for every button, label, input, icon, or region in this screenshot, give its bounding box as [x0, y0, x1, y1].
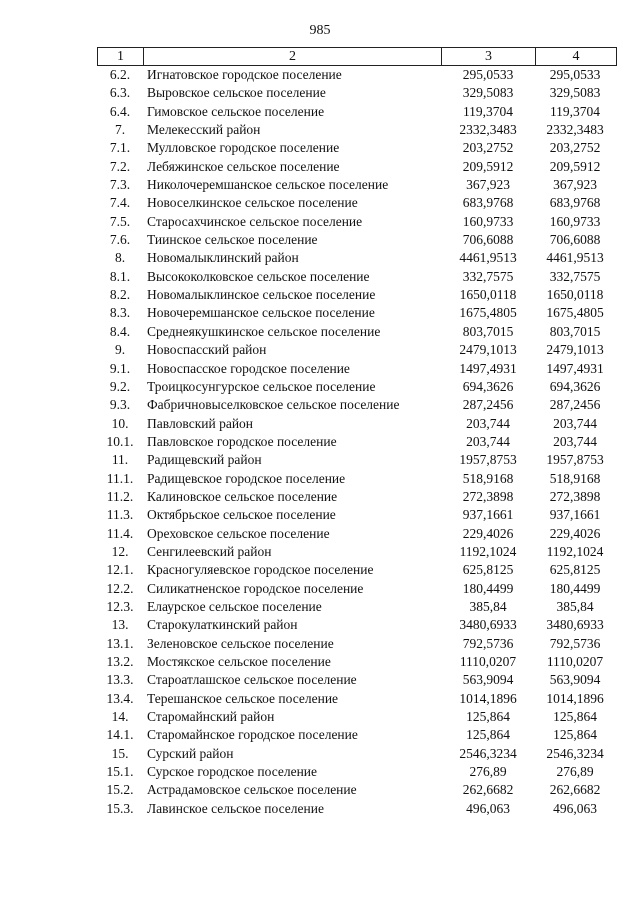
row-number: 11.4.: [106, 525, 134, 541]
row-value-3: 203,744: [466, 415, 510, 431]
row-name: Мулловское городское поселение: [147, 140, 340, 156]
row-value-4: 1497,4931: [546, 360, 604, 376]
table-header: [97, 47, 617, 66]
row-number: 7.4.: [109, 195, 131, 211]
row-name: Мелекесский район: [147, 122, 261, 138]
row-number: 6.3.: [109, 85, 131, 101]
row-number: 12.: [111, 543, 129, 559]
row-name: Зеленовское сельское поселение: [147, 635, 334, 651]
row-name: Ореховское сельское поселение: [147, 525, 330, 541]
row-number: 7.6.: [109, 232, 131, 248]
row-value-4: 3480,6933: [546, 617, 604, 633]
row-number: 9.3.: [109, 397, 131, 413]
table-row: [97, 341, 617, 359]
row-number: 12.3.: [106, 598, 134, 614]
row-number: 14.1.: [106, 727, 134, 743]
table-row: [97, 433, 617, 451]
row-name: Староатлашское сельское поселение: [147, 672, 357, 688]
row-number: 13.2.: [106, 654, 134, 669]
row-name: Старосахчинское сельское поселение: [147, 213, 363, 229]
row-name: Среднеякушкинское сельское поселение: [147, 323, 381, 339]
row-value-3: 1192,1024: [459, 543, 517, 559]
row-name: Елаурское сельское поселение: [147, 598, 322, 614]
table-row: [97, 543, 617, 561]
row-value-4: 706,6088: [549, 232, 601, 248]
row-value-3: 496,063: [466, 800, 510, 816]
row-value-3: 937,1661: [462, 507, 514, 523]
row-number: 12.1.: [106, 562, 134, 578]
table-row: [97, 103, 617, 121]
row-value-3: 119,3704: [462, 103, 514, 119]
row-value-3: 706,6088: [462, 232, 514, 248]
row-value-4: 209,5912: [549, 158, 601, 174]
row-number: 15.: [111, 745, 129, 761]
row-name: Лавинское сельское поселение: [147, 800, 324, 816]
row-value-3: 2546,3234: [459, 745, 517, 761]
row-value-4: 125,864: [553, 727, 597, 743]
row-value-3: 385,84: [469, 598, 507, 614]
row-value-4: 683,9768: [549, 195, 601, 211]
table-body: [97, 66, 617, 818]
row-value-4: 295,0533: [549, 67, 601, 82]
row-value-3: 4461,9513: [459, 250, 517, 266]
table-row: [97, 213, 617, 231]
row-value-4: 694,3626: [549, 378, 601, 394]
row-value-4: 1675,4805: [546, 305, 604, 321]
row-value-4: 180,4499: [549, 580, 601, 596]
row-value-4: 937,1661: [549, 507, 601, 523]
row-value-4: 4461,9513: [546, 250, 604, 266]
row-value-4: 125,864: [553, 709, 597, 725]
table-row: [97, 249, 617, 267]
row-number: 13.1.: [106, 635, 134, 651]
row-number: 15.3.: [106, 800, 134, 816]
row-value-4: 803,7015: [549, 323, 601, 339]
row-name: Высококолковское сельское поселение: [147, 268, 370, 284]
row-value-3: 295,0533: [462, 67, 514, 82]
table-row: [97, 525, 617, 543]
row-value-3: 125,864: [466, 727, 510, 743]
table-row: [97, 653, 617, 671]
row-value-3: 209,5912: [462, 158, 514, 174]
row-value-4: 119,3704: [549, 103, 601, 119]
row-number: 12.2.: [106, 580, 134, 596]
row-value-4: 385,84: [556, 598, 594, 614]
row-number: 7.5.: [109, 213, 131, 229]
row-number: 14.: [111, 709, 129, 725]
row-name: Новочеремшанское сельское поселение: [147, 305, 375, 321]
table-row: [97, 635, 617, 653]
row-name: Радищевский район: [147, 452, 262, 468]
row-value-3: 1497,4931: [459, 360, 517, 376]
row-name: Фабричновыселковское сельское поселение: [147, 397, 400, 413]
row-name: Лебяжинское сельское поселение: [147, 158, 340, 174]
row-value-4: 625,8125: [549, 562, 601, 578]
row-name: Новомалыклинский район: [147, 250, 299, 266]
row-name: Сурский район: [147, 745, 234, 761]
table-row: [97, 121, 617, 139]
row-value-3: 276,89: [469, 764, 507, 780]
table-row: [97, 598, 617, 616]
table-row: [97, 396, 617, 414]
row-value-4: 1650,0118: [546, 287, 604, 303]
row-value-3: 262,6682: [462, 782, 514, 798]
row-name: Октябрьское сельское поселение: [147, 507, 336, 523]
row-number: 13.4.: [106, 690, 134, 706]
row-number: 11.3.: [106, 507, 134, 523]
row-name: Терешанское сельское поселение: [147, 690, 339, 706]
row-value-3: 683,9768: [462, 195, 514, 211]
table-row: [97, 176, 617, 194]
row-name: Троицкосунгурское сельское поселение: [147, 378, 376, 394]
table-row: [97, 800, 617, 818]
row-number: 8.3.: [109, 305, 131, 321]
table-row: [97, 360, 617, 378]
row-value-3: 332,7575: [462, 268, 514, 284]
table-row: [97, 616, 617, 634]
row-value-4: 1957,8753: [546, 452, 604, 468]
row-name: Павловское городское поселение: [147, 433, 337, 449]
row-value-3: 1650,0118: [459, 287, 517, 303]
row-number: 7.3.: [109, 177, 131, 193]
table-row: [97, 323, 617, 341]
row-number: 13.3.: [106, 672, 134, 688]
table-row: [97, 84, 617, 102]
row-value-3: 125,864: [466, 709, 510, 725]
row-number: 9.1.: [109, 360, 131, 376]
row-value-4: 203,2752: [549, 140, 601, 156]
row-value-3: 1675,4805: [459, 305, 517, 321]
row-name: Мостякское сельское поселение: [147, 654, 331, 669]
row-value-3: 367,923: [466, 177, 510, 193]
row-name: Выровское сельское поселение: [147, 85, 326, 101]
row-number: 15.2.: [106, 782, 134, 798]
table-row: [97, 304, 617, 322]
row-value-4: 160,9733: [549, 213, 601, 229]
row-number: 8.1.: [109, 268, 131, 284]
row-number: 8.: [114, 250, 126, 266]
row-number: 7.1.: [109, 140, 131, 156]
row-value-3: 792,5736: [462, 635, 514, 651]
column-header-1: 1: [98, 48, 144, 65]
row-value-3: 1957,8753: [459, 452, 517, 468]
row-name: Старокулаткинский район: [147, 617, 298, 633]
row-number: 9.: [114, 342, 126, 358]
row-number: 13.: [111, 617, 129, 633]
row-value-4: 229,4026: [549, 525, 601, 541]
table-row: [97, 726, 617, 744]
row-value-3: 203,2752: [462, 140, 514, 156]
row-value-3: 803,7015: [462, 323, 514, 339]
row-value-3: 229,4026: [462, 525, 514, 541]
row-value-4: 203,744: [553, 433, 597, 449]
row-number: 7.: [114, 122, 126, 138]
row-value-3: 180,4499: [462, 580, 514, 596]
row-value-3: 329,5083: [462, 85, 514, 101]
row-value-4: 496,063: [553, 800, 597, 816]
row-value-4: 272,3898: [549, 488, 601, 504]
row-value-3: 2332,3483: [459, 122, 517, 138]
row-name: Красногуляевское городское поселение: [147, 562, 374, 578]
row-number: 11.2.: [106, 488, 134, 504]
row-number: 8.2.: [109, 287, 131, 303]
row-name: Новомалыклинское сельское поселение: [147, 287, 376, 303]
table-row: [97, 671, 617, 689]
table-row: [97, 66, 617, 84]
row-value-3: 694,3626: [462, 378, 514, 394]
row-name: Астрадамовское сельское поселение: [147, 782, 357, 798]
table-row: [97, 231, 617, 249]
row-value-3: 1014,1896: [459, 690, 517, 706]
table-row: [97, 378, 617, 396]
row-name: Новоселкинское сельское поселение: [147, 195, 358, 211]
row-number: 11.: [111, 452, 129, 468]
row-value-4: 262,6682: [549, 782, 601, 798]
row-name: Сенгилеевский район: [147, 543, 272, 559]
row-value-4: 329,5083: [549, 85, 601, 101]
row-number: 15.1.: [106, 764, 134, 780]
row-value-3: 272,3898: [462, 488, 514, 504]
row-value-4: 287,2456: [549, 397, 601, 413]
row-value-3: 160,9733: [462, 213, 514, 229]
row-number: 6.2.: [109, 67, 131, 82]
table-row: [97, 506, 617, 524]
row-name: Старомайнский район: [147, 709, 275, 725]
table-row: [97, 415, 617, 433]
page-number: 985: [309, 23, 331, 38]
row-name: Павловский район: [147, 415, 254, 431]
row-value-3: 3480,6933: [459, 617, 517, 633]
row-value-3: 625,8125: [462, 562, 514, 578]
table-row: [97, 561, 617, 579]
row-value-3: 287,2456: [462, 397, 514, 413]
table-row: [97, 268, 617, 286]
table-row: [97, 781, 617, 799]
row-name: Новоспасский район: [147, 342, 267, 358]
column-header-2: 2: [144, 48, 442, 65]
row-value-4: 367,923: [553, 177, 597, 193]
row-name: Новоспасское городское поселение: [147, 360, 350, 376]
row-number: 9.2.: [109, 378, 131, 394]
row-name: Игнатовское городское поселение: [147, 67, 342, 82]
row-name: Силикатненское городское поселение: [147, 580, 364, 596]
table-row: [97, 194, 617, 212]
row-name: Гимовское сельское поселение: [147, 103, 325, 119]
row-name: Радищевское городское поселение: [147, 470, 346, 486]
table-row: [97, 763, 617, 781]
row-value-4: 792,5736: [549, 635, 601, 651]
row-name: Сурское городское поселение: [147, 764, 318, 780]
row-value-4: 1110,0207: [546, 654, 604, 669]
table-row: [97, 488, 617, 506]
table-row: [97, 470, 617, 488]
table-row: [97, 451, 617, 469]
row-value-4: 1192,1024: [546, 543, 604, 559]
row-value-4: 518,9168: [549, 470, 601, 486]
row-value-4: 1014,1896: [546, 690, 604, 706]
row-value-4: 2332,3483: [546, 122, 604, 138]
table-row: [97, 690, 617, 708]
row-name: Старомайнское городское поселение: [147, 727, 358, 743]
table-row: [97, 745, 617, 763]
row-value-3: 1110,0207: [459, 654, 517, 669]
table-row: [97, 158, 617, 176]
row-name: Тиинское сельское поселение: [147, 232, 318, 248]
column-header-4: 4: [572, 49, 580, 64]
row-value-3: 2479,1013: [459, 342, 517, 358]
table-row: [97, 139, 617, 157]
row-value-4: 563,9094: [549, 672, 601, 688]
row-number: 7.2.: [109, 158, 131, 174]
row-number: 11.1.: [106, 470, 134, 486]
row-value-4: 2479,1013: [546, 342, 604, 358]
row-number: 6.4.: [109, 103, 131, 119]
table-row: [97, 708, 617, 726]
row-value-4: 332,7575: [549, 268, 601, 284]
row-name: Калиновское сельское поселение: [147, 488, 338, 504]
row-value-4: 276,89: [556, 764, 594, 780]
row-number: 10.: [111, 415, 129, 431]
row-value-3: 518,9168: [462, 470, 514, 486]
column-header-3: 3: [442, 48, 536, 65]
row-number: 10.1.: [106, 433, 134, 449]
row-value-4: 2546,3234: [546, 745, 604, 761]
table-row: [97, 580, 617, 598]
row-value-4: 203,744: [553, 415, 597, 431]
row-value-3: 563,9094: [462, 672, 514, 688]
table-row: [97, 286, 617, 304]
row-number: 8.4.: [109, 323, 131, 339]
row-value-3: 203,744: [466, 433, 510, 449]
row-name: Николочеремшанское сельское поселение: [147, 177, 389, 193]
